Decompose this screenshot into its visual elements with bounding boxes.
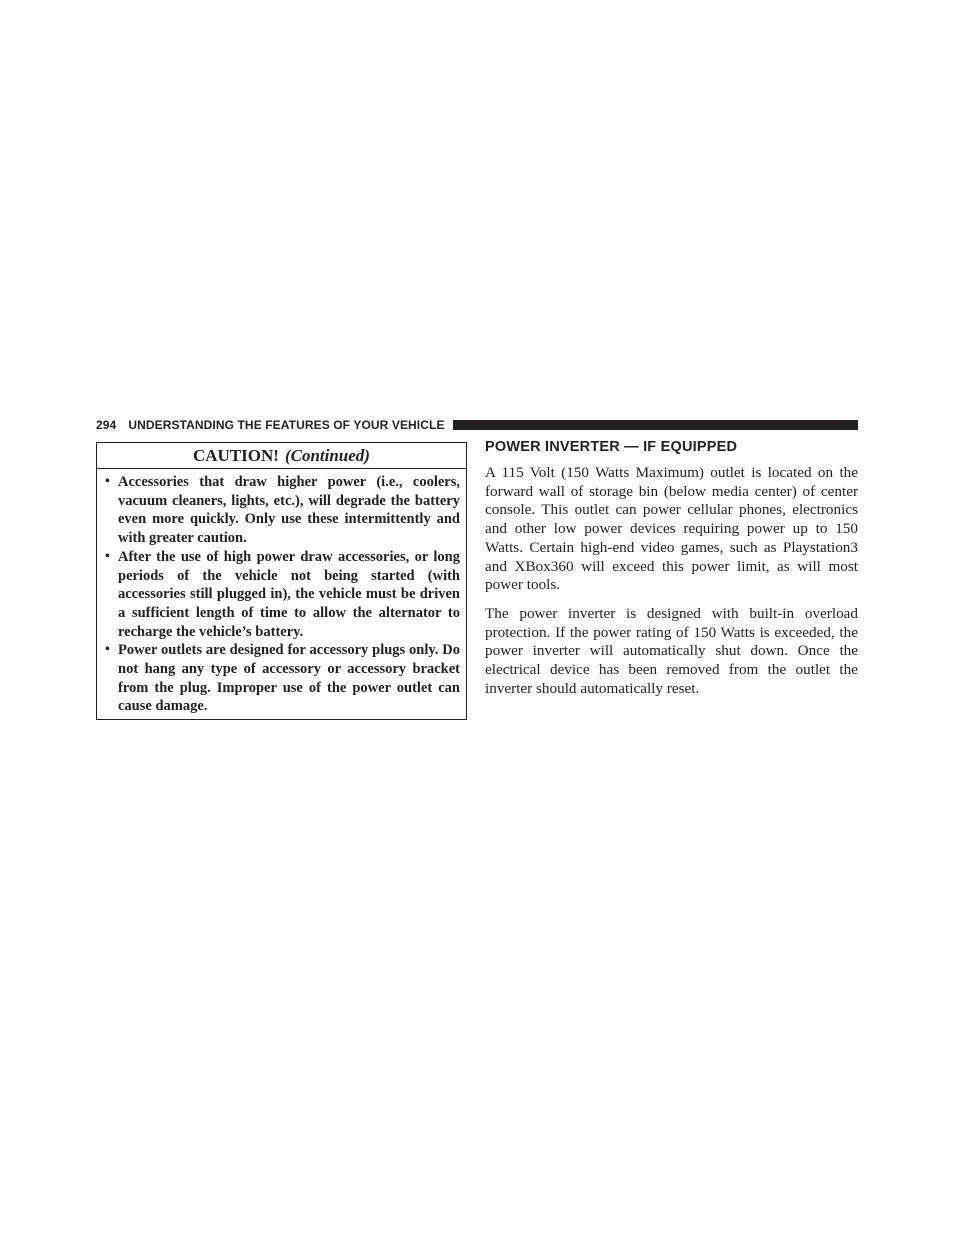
section-title: POWER INVERTER — IF EQUIPPED <box>485 439 738 455</box>
caution-label: CAUTION! <box>193 446 279 465</box>
caution-box <box>96 442 467 720</box>
caution-item <box>105 641 460 716</box>
power-inverter-section <box>485 438 858 708</box>
header-rule <box>453 420 858 430</box>
caution-continued: (Continued) <box>284 446 370 465</box>
section-paragraph: The power inverter is designed with built-in overload protection. If the power rating of 150 Watts is exceeded, the power inverter will automatically shut down. Once the electrical device has been removed from the outlet the inverter should automatically reset. <box>485 604 858 697</box>
caution-item <box>105 548 460 642</box>
chapter-title: UNDERSTANDING THE FEATURES OF YOUR VEHICLE <box>128 418 445 432</box>
bullet-icon: • <box>105 474 110 489</box>
bullet-icon: • <box>105 642 110 658</box>
caution-list <box>97 469 466 716</box>
page-header <box>96 417 858 433</box>
caution-item-text: Power outlets are designed for accessory plugs only. Do not hang any type of accessory or accessory bracket from the plug. Improper use of the power outlet can cause damage. <box>118 642 460 715</box>
caution-item <box>105 473 460 548</box>
caution-heading <box>97 443 466 469</box>
bullet-icon: • <box>105 548 110 564</box>
section-paragraph: A 115 Volt (150 Watts Maximum) outlet is located on the forward wall of storage bin (below media center) of center console. This outlet can power cellular phones, electronics and other low power devices requiring power up to 150 Watts. Certain high-end video games, such as Playstation3 and XBox360 will exceed this power limit, as will most power tools. <box>485 464 858 594</box>
caution-item-text: Accessories that draw higher power (i.e., coolers, vacuum cleaners, lights, etc.), will degrade the battery even more quickly. Only use these intermittently and with greater caution. <box>118 474 460 547</box>
page-number: 294 <box>96 418 117 432</box>
caution-item-text: After the use of high power draw accessories, or long periods of the vehicle not being started (with accessories still plugged in), the vehicle must be driven a sufficient length of time to allow the alternator to recharge the vehicle’s battery. <box>118 548 460 640</box>
